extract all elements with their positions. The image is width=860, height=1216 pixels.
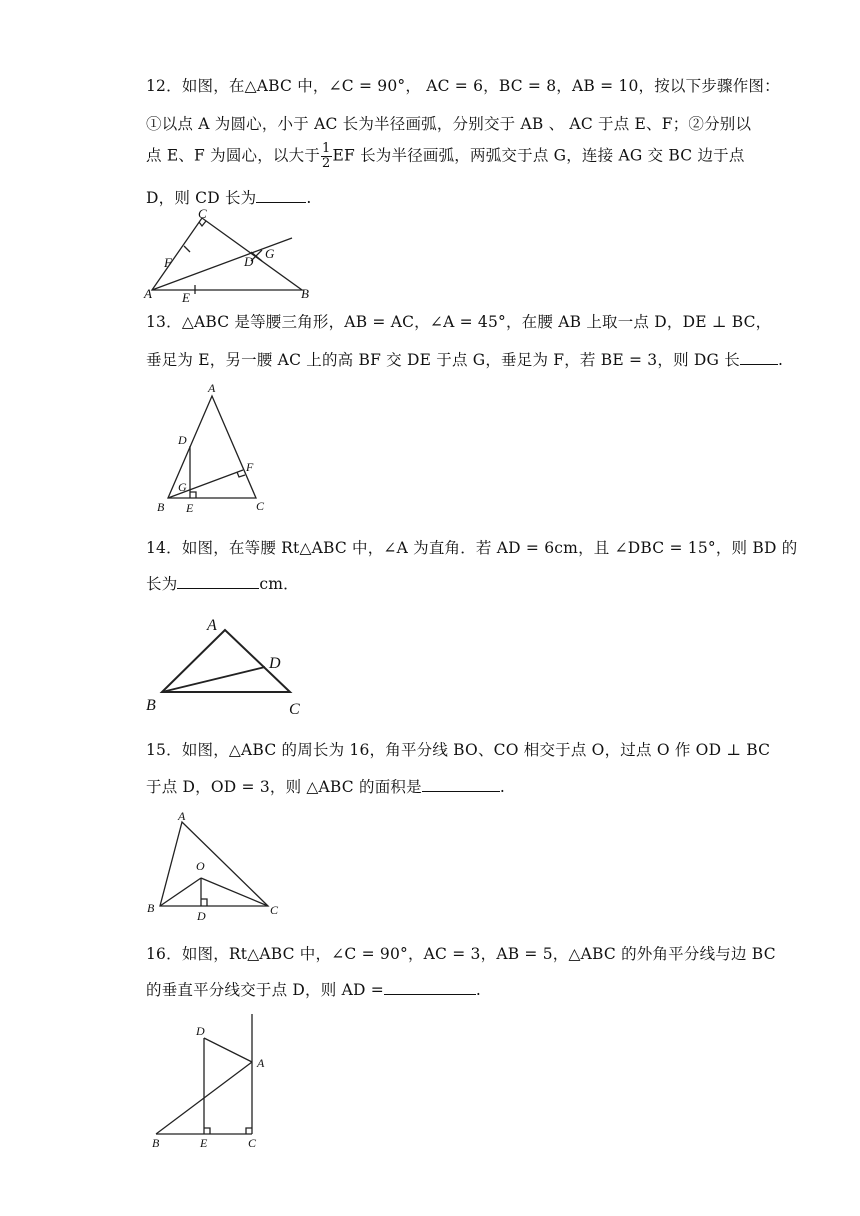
q12-triangle <box>152 218 302 290</box>
q15-line-2 <box>146 775 505 797</box>
q13-label-c: C <box>256 499 265 513</box>
q15-label-a: A <box>178 809 186 823</box>
answer-blank-q15[interactable] <box>422 777 500 792</box>
q13-line-1: 13．△ABC 是等腰三角形，AB = AC，∠A = 45°，在腰 AB 上取一点 D，DE ⊥ BC， <box>146 313 772 331</box>
q13-label-a: A <box>208 381 216 395</box>
q16-label-d: D <box>196 1024 205 1038</box>
q15-triangle <box>160 822 268 906</box>
q12-line-2: ①以点 A 为圆心，小于 AC 长为半径画弧，分别交于 AB 、 AC 于点 E、F；②分别以 <box>146 115 752 133</box>
q13-label-g: G <box>178 480 187 494</box>
q12-label-f: F <box>164 255 172 270</box>
answer-blank-q13[interactable] <box>740 350 778 365</box>
q13-figure <box>150 380 280 520</box>
q13-label-b: B <box>157 500 165 514</box>
q12-line-4 <box>146 186 312 208</box>
fraction-numerator: 1 <box>322 141 331 156</box>
q15-line-2-start: 于点 D，OD = 3，则 △ABC 的面积是 <box>146 778 422 796</box>
q16-line-2-end: . <box>475 981 482 999</box>
answer-blank-q14[interactable] <box>177 574 259 589</box>
answer-blank-q12[interactable] <box>256 188 306 203</box>
q16-figure <box>140 1010 280 1160</box>
q12-figure <box>140 206 320 306</box>
q15-label-b: B <box>147 901 155 915</box>
q15-right-angle-d <box>201 899 207 906</box>
q16-right-angle-e <box>204 1128 210 1134</box>
q13-line-2-start: 垂足为 E，另一腰 AC 上的高 BF 交 DE 于点 G，垂足为 F，若 BE = 3，则 DG 长 <box>146 351 740 369</box>
q16-label-a: A <box>257 1056 265 1070</box>
q12-line-1: 12．如图，在△ABC 中，∠C = 90°， AC = 6，BC = 8，AB = 10，按以下步骤作图： <box>146 77 780 95</box>
q12-line-4-start: D，则 CD 长为 <box>146 189 257 207</box>
q12-arc-mark-f <box>184 246 190 252</box>
q15-line-2-end: . <box>499 778 505 796</box>
q12-line-3 <box>146 142 745 171</box>
fraction-one-half <box>321 142 331 171</box>
fraction-denominator: 2 <box>322 156 331 171</box>
q16-line-2 <box>146 978 481 1000</box>
q16-segment-da <box>204 1038 252 1062</box>
q14-line-1: 14．如图，在等腰 Rt△ABC 中，∠A 为直角．若 AD = 6cm，且 ∠DBC = 15°，则 BD 的 <box>146 539 798 557</box>
q16-label-e: E <box>200 1136 208 1150</box>
q13-label-e: E <box>186 501 194 515</box>
q13-right-angle-f <box>237 472 245 477</box>
q14-label-c: C <box>289 701 300 718</box>
q13-right-angle-e <box>190 492 196 498</box>
q12-label-a: A <box>144 286 152 301</box>
q15-label-o: O <box>196 859 205 873</box>
q15-segment-co <box>201 878 268 906</box>
q16-label-c: C <box>248 1136 257 1150</box>
q14-segment-bd <box>162 667 265 692</box>
q12-label-d: D <box>244 254 254 269</box>
q16-line-1: 16．如图，Rt△ABC 中，∠C = 90°，AC = 3，AB = 5，△ABC 的外角平分线与边 BC <box>146 945 776 963</box>
q15-line-1: 15．如图，△ABC 的周长为 16，角平分线 BO、CO 相交于点 O，过点 O 作 OD ⊥ BC <box>146 741 771 759</box>
q14-line-2 <box>146 572 299 594</box>
q13-label-f: F <box>246 460 254 474</box>
q16-line-2-start: 的垂直平分线交于点 D，则 AD = <box>146 981 384 999</box>
q14-label-b: B <box>146 697 156 714</box>
q12-label-c: C <box>198 206 207 221</box>
q16-right-angle-c <box>246 1128 252 1134</box>
q14-line-2-end: cm． <box>259 575 299 593</box>
q13-line-2 <box>146 348 783 370</box>
q12-label-b: B <box>301 286 309 301</box>
q12-label-e: E <box>182 290 190 305</box>
q14-line-2-start: 长为 <box>146 575 178 593</box>
q14-label-a: A <box>207 617 217 634</box>
q14-figure <box>140 612 320 722</box>
q12-line-3-end: EF 长为半径画弧，两弧交于点 G，连接 AG 交 BC 边于点 <box>332 146 745 165</box>
q16-label-b: B <box>152 1136 160 1150</box>
q15-label-d: D <box>197 909 206 923</box>
q13-label-d: D <box>178 433 187 447</box>
q12-label-g: G <box>265 246 275 261</box>
q12-line-3-start: 点 E、F 为圆心，以大于 <box>146 146 321 165</box>
q14-label-d: D <box>269 655 281 672</box>
q15-label-c: C <box>270 903 279 917</box>
q15-figure <box>140 808 290 924</box>
answer-blank-q16[interactable] <box>384 980 476 995</box>
q12-line-4-end: . <box>306 189 312 207</box>
q13-line-2-end: . <box>777 351 784 369</box>
